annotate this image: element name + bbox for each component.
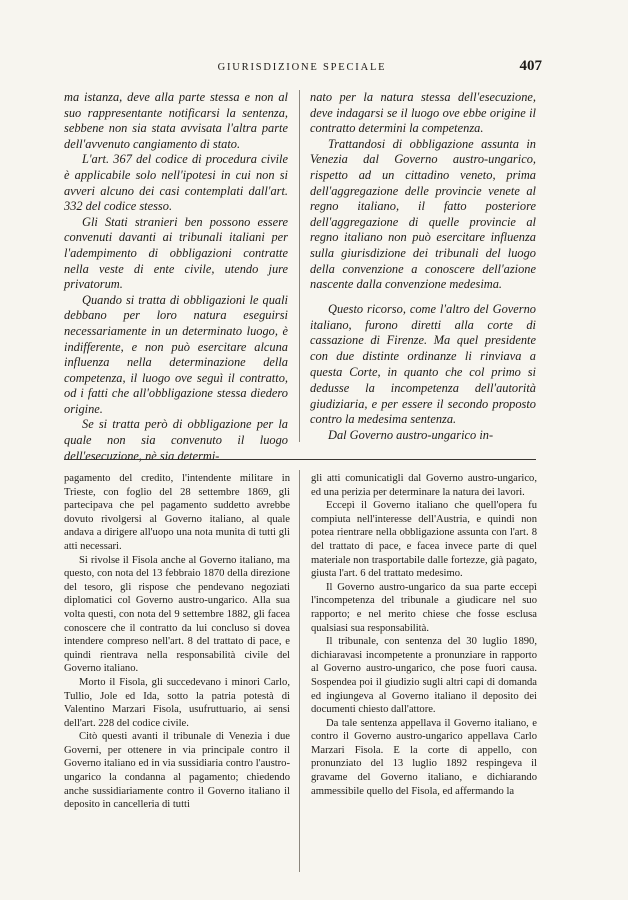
summary-paragraph: Quando si tratta di obbligazioni le quali debbano per loro natura eseguirsi necessariamente in un determinato luogo, è indifferente, e non può esercitare alcuna influenza nella determinazione della competenza, il luogo ove seguì il contratto, od i fatti che all'obbligazione stessa diedero origine. (64, 292, 288, 416)
body-paragraph: Il tribunale, con sentenza del 30 luglio 1890, dichiaravasi incompetente a pronunziare in rapporto al Governo austro-ungarico, che pose fuori causa. Sospendea poi il giudizio sugli altri capi di domanda ed ingiungeva al Governo italiano il deposito dei documenti chiesto dall'attore. (311, 636, 537, 716)
summary-paragraph: L'art. 367 del codice di procedura civile è applicabile solo nell'ipotesi in cui non si avveri alcuno dei casi contemplati dall'art. 332 del codice stesso. (64, 152, 288, 214)
page-header (62, 58, 542, 80)
body-paragraph: gli atti comunicatigli dal Governo austro-ungarico, ed una perizia per determinare la natura dei lavori. (311, 473, 537, 498)
body-paragraph: Citò questi avanti il tribunale di Venezia i due Governi, per ottenere in via principale contro il Governo italiano ed in via sussidiaria contro l'austro-ungarico la condanna al pagamento; chiedendo anche sussidiariamente contro il Governo italiano il deposito in cancelleria di tutti (64, 731, 290, 811)
summary-column-right (310, 90, 536, 444)
summary-paragraph: ma istanza, deve alla parte stessa e non al suo rappresentante notificarsi la sentenza, sebbene non sia stata avvisata l'altra parte dell'avvenuto cangiamento di stato. (64, 90, 288, 151)
facts-column-left (64, 472, 290, 812)
facts-column-right (311, 472, 537, 798)
summary-column-left (64, 90, 288, 464)
summary-paragraph: Gli Stati stranieri ben possono essere convenuti davanti ai tribunali italiani per l'adempimento di obbligazioni contratte nella veste di ente civile, utendo jure privatorum. (64, 214, 288, 292)
column-divider-bottom (299, 470, 300, 872)
running-title: GIURISDIZIONE SPECIALE (217, 62, 387, 73)
summary-paragraph: Se si tratta però di obbligazione per la quale non sia convenuto il luogo dell'esecuzione, nè sia determi- (64, 417, 288, 463)
body-paragraph: Si rivolse il Fisola anche al Governo italiano, ma questo, con nota del 13 febbraio 1870 della direzione del tesoro, gli rispose che pendevano negoziati diplomatici col Governo austro-ungarico. Alla sua volta questi, con nota del 9 settembre 1882, gli facea conoscere che il contratto da lui concluso si dovea intendere compreso nell'art. 8 del trattato di pace, e quindi rientrava nella responsabilità civile del Governo italiano. (64, 554, 290, 675)
body-paragraph: Questo ricorso, come l'altro del Governo italiano, furono diretti alla corte di cassazione di Firenze. Ma quel presidente con due distinte ordinanze li rinviava a questa Corte, in quanto che col primo si dedusse la incompetenza dell'autorità giudiziaria, e per essere il secondo proposto contro la medesima sentenza. (310, 301, 536, 427)
column-divider-top (299, 90, 300, 442)
body-paragraph: Da tale sentenza appellava il Governo italiano, e contro il Governo austro-ungarico appellava Carlo Marzari Fisola. E la corte di appello, con pronunziato del 13 luglio 1892 respingeva il gravame del Governo italiano, e dichiarando ammessibile quello del Fisola, ed affermando la (311, 717, 537, 797)
summary-paragraph: nato per la natura stessa dell'esecuzione, deve indagarsi se il luogo ove ebbe origine il contratto determini la competenza. (310, 90, 536, 136)
page-number: 407 (519, 58, 542, 74)
body-paragraph: Eccepì il Governo italiano che quell'opera fu compiuta nell'interesse dell'Austria, e quindi non potea rientrare nella obbligazione assunta con l'art. 8 del trattato di pace, e facea invece parte di quel materiale non trasportabile dalle fortezze, già pagato, giusta l'art. 6 del trattato medesimo. (311, 500, 537, 580)
body-paragraph: Morto il Fisola, gli succedevano i minori Carlo, Tullio, Jole ed Ida, sotto la patria potestà di Valentino Marzari Fisola, usufruttuario, ai sensi dell'art. 228 del codice civile. (64, 676, 290, 729)
section-divider (64, 459, 536, 460)
body-paragraph: Dal Governo austro-ungarico in- (328, 428, 494, 443)
body-paragraph: pagamento del credito, l'intendente militare in Trieste, con foglio del 28 settembre 1869, gli partecipava che pel pagamento suddetto avrebbe dovuto rivolgersi al Governo italiano, al quale andava a dirigere all'uopo una nota munita di tutti gli atti necessari. (64, 473, 290, 552)
body-paragraph: Il Governo austro-ungarico da sua parte eccepì l'incompetenza del tribunale a giudicare nel suo rapporto; e nel merito chiese che fosse esclusa qualsiasi sua responsabilità. (311, 581, 537, 634)
summary-paragraph: Trattandosi di obbligazione assunta in Venezia dal Governo austro-ungarico, rispetto ad un cittadino veneto, prima dell'aggregazione delle provincie venete al regno italiano, il fatto posteriore dell'aggregazione di quelle provincie al regno italiano non può esercitare influenza sulla giurisdizione dei tribunali del luogo della convenzione a conoscere dell'azione nascente dalla convenzione medesima. (310, 136, 536, 292)
